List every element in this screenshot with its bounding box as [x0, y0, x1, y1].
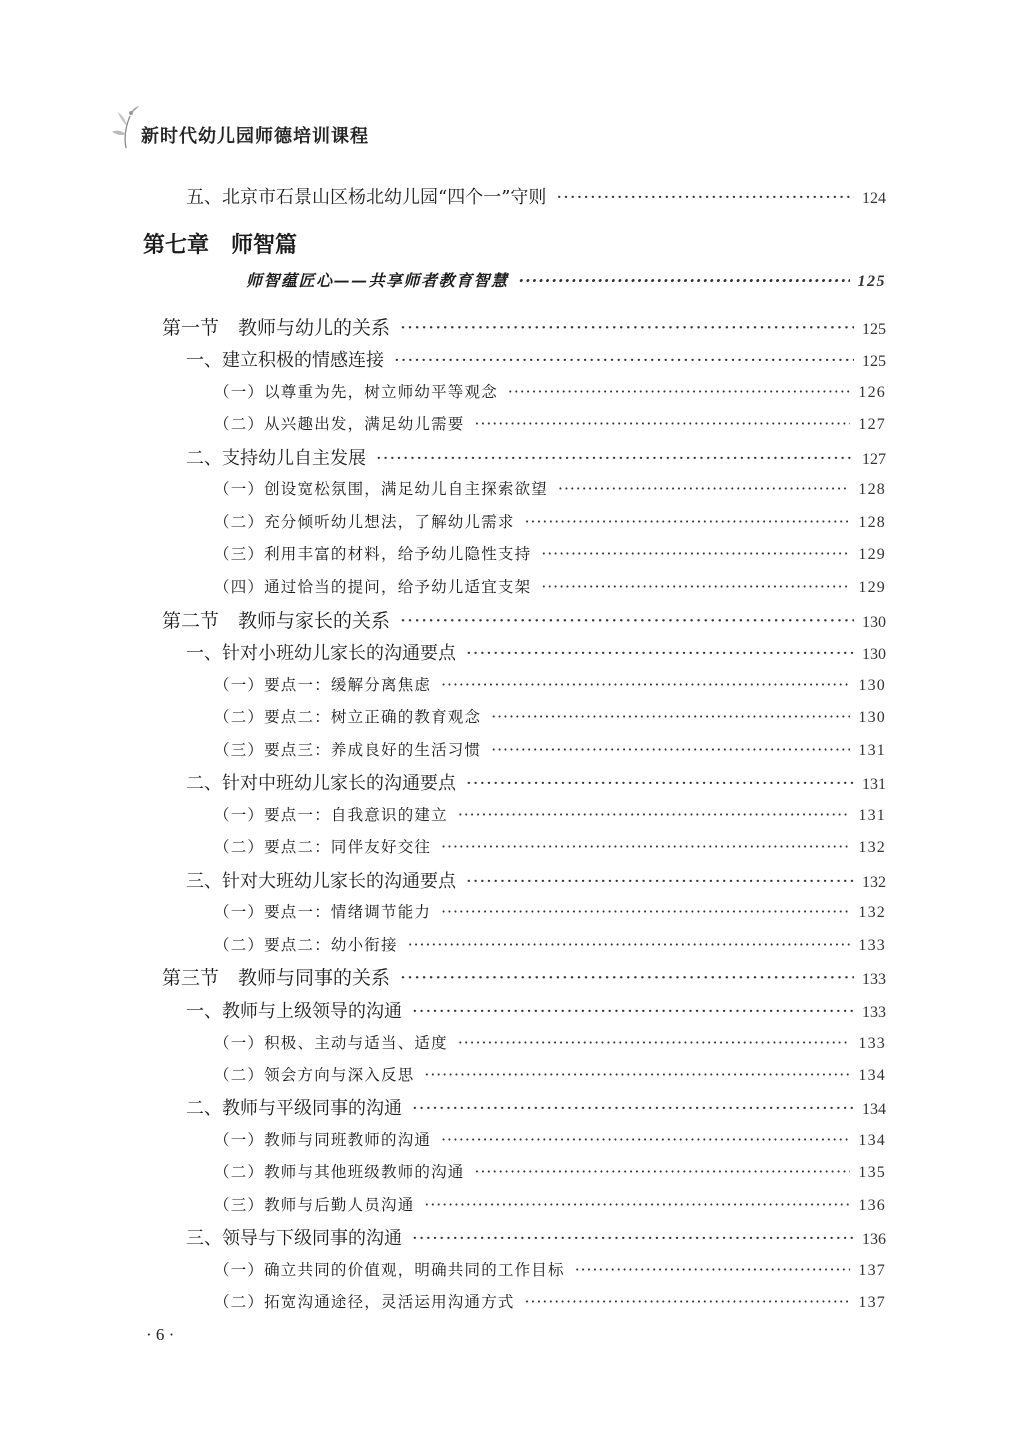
toc-entry-prev[interactable] [186, 183, 886, 209]
toc-entry[interactable] [214, 1128, 886, 1150]
toc-entry-page: 136 [858, 1197, 886, 1214]
dot-leader [466, 773, 854, 794]
toc-entry-label: （二）从兴趣出发，满足幼儿需要 [214, 415, 465, 433]
toc-entry-label: 第一节 教师与幼儿的关系 [162, 317, 391, 339]
toc-entry-label: （三）要点三：养成良好的生活习惯 [214, 741, 482, 759]
toc-entry-page: 131 [858, 742, 886, 759]
toc-entry-page: 128 [858, 481, 886, 498]
toc-entry-page: 133 [858, 937, 886, 954]
toc-entry[interactable] [214, 575, 886, 597]
dot-leader [441, 1131, 850, 1149]
dot-leader [525, 1293, 851, 1311]
toc-entry-label: （一）积极、主动与适当、适度 [214, 1034, 448, 1052]
toc-entry-page: 125 [862, 321, 886, 338]
dot-leader [466, 871, 854, 892]
dot-leader [475, 415, 851, 433]
toc-entry-page: 134 [858, 1067, 886, 1084]
toc-entry-page: 130 [858, 677, 886, 694]
toc-entry-label: （一）要点一：情绪调节能力 [214, 903, 432, 921]
toc-entry-label: （三）利用丰富的材料，给予幼儿隐性支持 [214, 545, 532, 563]
dot-leader [458, 806, 851, 824]
toc-entry[interactable] [186, 1094, 886, 1120]
dot-leader [441, 838, 850, 856]
dot-leader [541, 578, 850, 596]
dot-leader [508, 383, 850, 401]
toc-entry[interactable] [214, 380, 886, 402]
toc-entry-page: 136 [862, 1231, 886, 1248]
toc-entry-label: 师智蕴匠心——共享师者教育智慧 [246, 271, 509, 290]
toc-entry[interactable] [214, 835, 886, 857]
toc-entry-label: （三）教师与后勤人员沟通 [214, 1196, 415, 1214]
toc-entry-page: 130 [858, 709, 886, 726]
dot-leader [556, 187, 854, 208]
toc-entry-label: （四）通过恰当的提问，给予幼儿适宜支架 [214, 578, 532, 596]
dot-leader [541, 545, 850, 563]
toc-entry[interactable] [186, 639, 886, 665]
page-number: · 6 · [146, 1325, 175, 1344]
toc-entry-label: （一）以尊重为先，树立师幼平等观念 [214, 383, 498, 401]
toc-entry-label: 三、针对大班幼儿家长的沟通要点 [186, 871, 456, 892]
toc-entry[interactable] [214, 542, 886, 564]
dot-leader [466, 643, 854, 664]
dot-leader [424, 1196, 850, 1214]
chapter-number: 第七章 [143, 233, 210, 258]
toc-entry-label: （二）拓宽沟通途径，灵活运用沟通方式 [214, 1293, 515, 1311]
toc-entry-label: 第三节 教师与同事的关系 [162, 967, 391, 989]
toc-entry-label: （二）教师与其他班级教师的沟通 [214, 1163, 465, 1181]
toc-entry-label: 三、领导与下级同事的沟通 [186, 1228, 402, 1249]
toc-entry-page: 132 [862, 874, 886, 891]
dot-leader [441, 903, 850, 921]
toc-entry[interactable] [186, 867, 886, 893]
toc-entry[interactable] [162, 606, 886, 633]
toc-entry-label: （一）确立共同的价值观，明确共同的工作目标 [214, 1261, 565, 1279]
toc-entry-label: （一）要点一：自我意识的建立 [214, 806, 448, 824]
toc-entry[interactable] [214, 900, 886, 922]
toc-entry-label: 二、教师与平级同事的沟通 [186, 1098, 402, 1119]
dot-leader [412, 1228, 854, 1249]
toc-entry[interactable] [214, 673, 886, 695]
toc-entry-page: 137 [858, 1262, 886, 1279]
dot-leader [394, 350, 854, 371]
toc-entry-label: 二、针对中班幼儿家长的沟通要点 [186, 773, 456, 794]
toc-entry-label: 第二节 教师与家长的关系 [162, 610, 391, 632]
toc-entry-page: 130 [862, 646, 886, 663]
dot-leader [424, 1066, 850, 1084]
toc-entry[interactable] [214, 1290, 886, 1312]
toc-entry[interactable] [214, 510, 886, 532]
dot-leader [400, 610, 854, 632]
toc-entry-page: 131 [858, 807, 886, 824]
toc-entry[interactable] [214, 1160, 886, 1182]
toc-entry[interactable] [214, 738, 886, 760]
dot-leader [412, 1001, 854, 1022]
dot-leader [412, 1098, 854, 1119]
toc-entry-page: 128 [858, 514, 886, 531]
toc-entry-page: 129 [858, 546, 886, 563]
toc-entry-page: 137 [858, 1294, 886, 1311]
toc-entry[interactable] [214, 1193, 886, 1215]
toc-entry[interactable] [186, 769, 886, 795]
toc-entry-label: 一、针对小班幼儿家长的沟通要点 [186, 643, 456, 664]
dot-leader [519, 271, 850, 290]
toc-entry-page: 134 [858, 1132, 886, 1149]
toc-entry-label: （二）要点二：幼小衔接 [214, 936, 398, 954]
dot-leader [458, 1034, 851, 1052]
toc-entry-label: （二）要点二：同伴友好交往 [214, 838, 432, 856]
toc-entry-page: 133 [858, 1035, 886, 1052]
toc-entry-page: 135 [858, 1164, 886, 1181]
toc-entry[interactable] [214, 705, 886, 727]
toc-entry-page: 129 [858, 579, 886, 596]
dot-leader [575, 1261, 851, 1279]
toc-entry-label: 五、北京市石景山区杨北幼儿园“四个一”守则 [186, 187, 547, 208]
toc-entry-page: 133 [862, 971, 886, 988]
toc-entry[interactable] [162, 313, 886, 340]
header-title: 新时代幼儿园师德培训课程 [141, 126, 369, 147]
toc-entry[interactable] [214, 1031, 886, 1053]
dot-leader [400, 317, 854, 339]
dot-leader [400, 967, 854, 989]
toc-entry-label: 一、教师与上级领导的沟通 [186, 1001, 402, 1022]
toc-entry-label: 二、支持幼儿自主发展 [186, 448, 366, 469]
dot-leader [441, 676, 850, 694]
toc-entry-page: 131 [862, 776, 886, 793]
toc-entry-page: 127 [862, 451, 886, 468]
toc-entry[interactable] [214, 412, 886, 434]
chapter-heading [143, 228, 297, 259]
toc-entry[interactable] [214, 933, 886, 955]
toc-entry[interactable] [186, 444, 886, 470]
toc-entry-label: （一）创设宽松氛围，满足幼儿自主探索欲望 [214, 480, 549, 498]
dot-leader [491, 741, 850, 759]
toc-entry-label: （二）要点二：树立正确的教育观念 [214, 708, 482, 726]
toc-entry-page: 127 [858, 416, 886, 433]
toc-entry[interactable] [214, 477, 886, 499]
toc-entry-page: 125 [857, 273, 886, 290]
toc-entry-page: 125 [862, 353, 886, 370]
toc-entry[interactable] [214, 1258, 886, 1280]
toc-entry[interactable] [214, 1063, 886, 1085]
dot-leader [558, 480, 850, 498]
toc-entry-page: 130 [862, 614, 886, 631]
toc-entry-intro[interactable] [246, 268, 886, 291]
toc-entry[interactable] [186, 997, 886, 1023]
toc-entry-label: 一、建立积极的情感连接 [186, 350, 384, 371]
dot-leader [376, 448, 854, 469]
toc-entry-page: 134 [862, 1101, 886, 1118]
toc-entry[interactable] [214, 803, 886, 825]
toc-entry-page: 126 [858, 384, 886, 401]
dot-leader [525, 513, 851, 531]
toc-entry-page: 132 [858, 839, 886, 856]
toc-entry-page: 124 [862, 190, 886, 207]
toc-entry-label: （一）教师与同班教师的沟通 [214, 1131, 432, 1149]
toc-entry-page: 133 [862, 1004, 886, 1021]
toc-entry[interactable] [186, 346, 886, 372]
dot-leader [408, 936, 851, 954]
toc-entry[interactable] [162, 963, 886, 990]
plant-sprig-icon [108, 104, 142, 150]
toc-entry[interactable] [186, 1224, 886, 1250]
toc-entry-label: （二）领会方向与深入反思 [214, 1066, 415, 1084]
toc-entry-page: 132 [858, 904, 886, 921]
toc-entry-label: （二）充分倾听幼儿想法，了解幼儿需求 [214, 513, 515, 531]
toc-entry-label: （一）要点一：缓解分离焦虑 [214, 676, 432, 694]
chapter-name: 师智篇 [231, 233, 298, 258]
dot-leader [491, 708, 850, 726]
dot-leader [475, 1163, 851, 1181]
